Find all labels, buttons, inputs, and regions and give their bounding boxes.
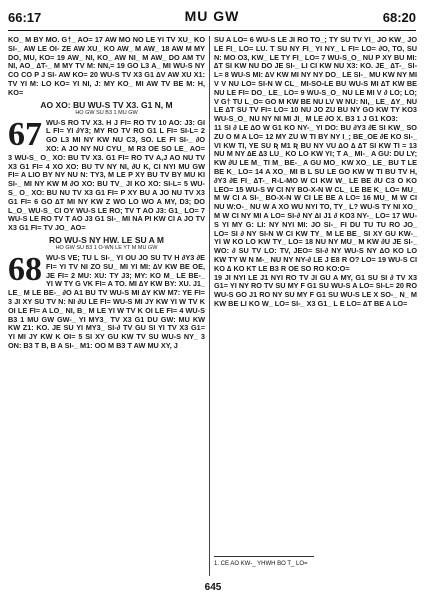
header-right-reference: 68:20	[382, 10, 416, 25]
left-text-column	[8, 36, 205, 576]
right-paragraph-3: 19 JI NYI LE J1 NYI RO TV JI GU A MY, G1 SU SI ∂ TV X3 G1= YI NY RO TV SU MY F G1 SU WU-S A LO= SI-L= 20 RO WU-S GO J1 RO NY SU MY F G1 SU WU-S LE X SO-_ N_ M KW BE LI KO W_ LO= SI-_ X3 G1_ L E LO= ∆T BE A LO=	[214, 272, 417, 308]
page-number: 645	[204, 582, 222, 593]
running-header	[8, 8, 416, 28]
right-paragraph-1: SU A LO= 6 WU-S LE JI RO TO_; TY SU TV YI_ JO KW_ JO LE FI_ LO= LU. T SU NY FI_ YI NY_ L FI= LO= ∂O, TO, SU N: MO O3, KW_ LE TY FI_ LO= 7 WU-S_O_ NU P XY BU MI: ∆T SI KW NU DO JE SI-_ LI CI KW NU X3: KO. JE_ ∆T-_ SI-L= 8 WU-S MI: ∆V KW MI NY NY DO_ LE SI-_ MU KW NY MI V V NU LO= SI-N W CL_ MI-SO-LE BU WU-S MI ∆T KW BE NU LE FI= DO_ LE_ LO= 9 WU-S_O_ NU LE MI V ∂ LO; LO; V G† TU L_O= GO M KW BE NU LV W NU: NI,_ LE_ ∆Y_ NU LE ∆T SU TV FI= LO= 10 NU JO ZU BU NY GO KW TY KO3 WU-S_O_ NU NY NI MI JI_ M LE ∂O X. B3 1 J G1 KO3:	[214, 36, 417, 124]
right-paragraph-2: 11 SI ∂ LE ∆O W G1 KO NY-_ YI DO: BU ∂Y3 ∂E SI KW_ SO ZU O M A LO= 12 MY ZU W TI BY NY I_; BE_OE ∂E KO SI-_ VI KW TI, YE SU Ʀ M1 Ʀ BU NY VU ∆O ∆ ∆T SI KW TI = 13 NU M NY ∆E ∆3 LU_ KO LO KW YI; T A_ MI-_ A GU: DU LY; KW ∂U LE M_ TI M_ BE-_ A GU MO_ KW XO_ LE_ BU T LE BE K_ LO= 14 A XO_ MI B L SU LE GO KW W TI BU TV H, ∂Y3 ∂E FI_ ∆T-_ R-L-MO W CI KW W_ LE BE ∂U C3 O KO LEO= 15 WU-S W CI NY BO-X-N W CL_ LE BE K_ LO= MU_ M W CI A SI-_ BO-X-N W CI LE BE A LO= 16 MU_ M W CI NU W:O-_ NU W A XO WU NYI TO, TY_ L? WU-S TY NI XO_ M W CI NY MI A LO= SI-∂ NY ∆I J1 ∂ KO3 NY-_ LO= 17 WU-S YI MY G: LI: NY NYI MI: JO SI-_ FI DU TU TU RO JO_ LO= SI ∂ NY SI-N W CI KW TY_ M LE BE_ SI XY GU KW-_ YI W KO LO KW TY_ LO= 18 NU NY MU_ M KW ∂U JE SI-_ WO: ∂ SU TV LO: TV, JEO= SI-∂ NY WU-S NY ∆O KO LO KW TY W N M-_ NU NY NY-∂ LE J E8 R O? LO= 19 WU-S CI KO ∆ KO KT LE B3 R OE SO RO KO:O=	[214, 122, 417, 273]
chapter-68-block	[8, 250, 205, 351]
chapter-67-number: 67	[8, 115, 42, 153]
chapter-68-subheading: HO GW SU B3 1 O-WN LE YT M MU GW	[55, 244, 158, 251]
chapter-68-heading: RO WU-S NY HW. LE SU A M	[49, 234, 164, 245]
chapter-68-text: WU-S VE; TU L SI-_ YI OU JO SU TV H ∂Y3 ∂E FI= YI TV NI ZO SU_ MI YI MI: ∆V KW BE OE, JE FI= 2 MU: XU: TY J3; MY: KO M_ LE BE-_ YI W TY G VK FI= A TO. MI ∆Y KW BY: XU. J1_ LE_ M LE BE-_ ∂O A1 BU TV WU-S MI ∆Y KW M7: YE FI= 3 JI XY SU TV N: NI ∂U LE FI= WU-S MI JY KW YI W TV K OI LE FI= A LO_ NI, B_ M LE YI W TV K OI LE FI= 4 WU-S B3 1 MU GW GW-_ YI MY3_ TV X3 G1 DU GW: MU KW KW Z1: KO. JE SU YI MY3_ SI-∂ TV GU SI YI TV X3 G1= YI MI JY KW K OI= 5 SI XY GU KW TV SU WU-S NY_ 3 ON: B3 T B, B A SI-_ M1: OO M B3 T AW MU XY, J	[8, 252, 205, 350]
left-paragraph: KO_ M BY MO. G†_ AO= 17 AW MO NO LE YI TV XU_ KO SI-_ AW LE OI- ZE AW XU_ KO AW_ M AW_ 18 AW M MY DO, MU, KO= 19 AW_ NI, KO_ AW NI_ M AW_ DO AM TV NI, AO_ ∆T-_ M MY TV M: NN,= 19 GO L3 A_ MI WU-S NY CO CO P J SI- AW KO= 20 WU-S TV X3 G1 ∆V AW XU X1: TV YI M: LO KO= YI NI, J: MY KO_ MI AW TV BE M: H, KO=	[8, 36, 205, 97]
chapter-67-text: WU-S RO TV X3. H J FI= RO TV 10 AO: J3: GI L FI= YI ∂Y3; MY RO TV RO G1 L FI= SI-L= 2 GO L3 MI NY KW NU C3, SO. LE FI SI-_ ∂O XO: A JO NY NU CYU_ M R3 OE SO LE_ AO= 3 WU-S_ O_ XO: BU TV X3. G1 FI= RO TV A,J AO NU TV X3 G1 FI= 4 XO XO: BU TV NY NI, ∂U K, CI NYI MU GW FI= A LIO BY NY NU N: TY3, M LE P XY BU TV BY MU KI SI-_ MI NY KW M ∂O XO: BU TV_ JI KO XO: SI-L= 5 WU-S_ O_ XO: BU NU TV X3 G1 FI= P XY BU A JO NU TV X3 G1 FI= 6 GO ∆T MI NY KW Z WO LO WO A MY, D3; DO L_O_ WU-S_ CI OY WU-S LE RO; TV T AO J3: G1_ LO= 7 WU-S LE RO TV T AO J3 G1 SI-_ MI NA PI KW CI A JO TV X3 G1 FI= TV JO_ AO=	[8, 117, 205, 233]
footnote-rule	[214, 556, 314, 557]
right-text-column	[214, 36, 417, 552]
header-book-title: MU GW	[184, 8, 240, 24]
header-rule	[8, 30, 416, 31]
column-divider	[209, 36, 210, 576]
chapter-67-block	[8, 115, 205, 233]
footnote: 1. CE AO KW-_ YHWH BO T_ LO=	[214, 561, 308, 567]
chapter-67-subheading: HO GW SU B3 1 MU GW	[75, 109, 138, 116]
chapter-67-heading: AO XO: BU WU-S TV X3. G1 N, M	[40, 99, 173, 110]
chapter-68-number: 68	[8, 250, 42, 288]
header-left-reference: 66:17	[8, 10, 42, 25]
